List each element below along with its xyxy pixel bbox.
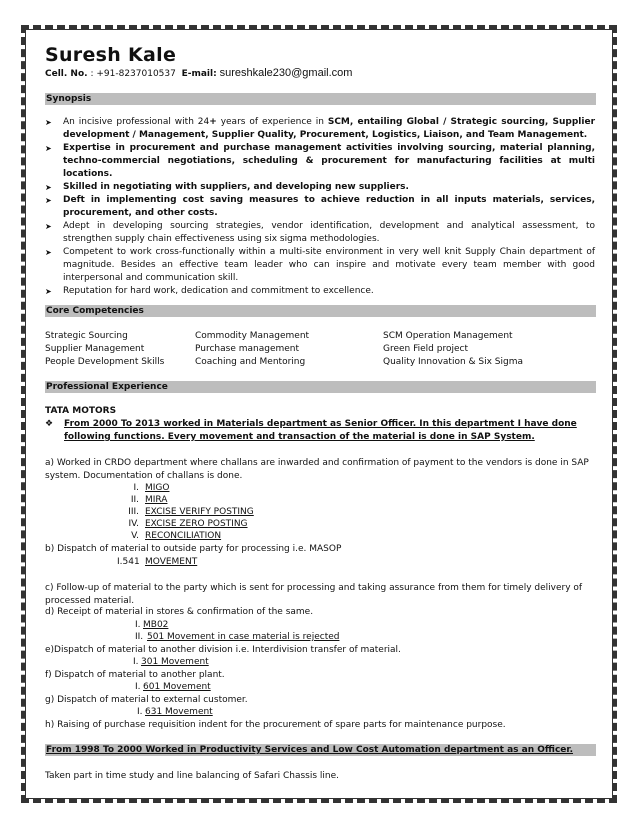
bullet-arrow-icon: ➤ [45, 183, 52, 192]
tcode-item: MIGO [145, 483, 170, 493]
e-num: I. [133, 657, 139, 667]
b-num: I.541 [117, 557, 140, 567]
list-item: ➤ Adept in developing sourcing strategies, vendor identification, development and analytical assessment, to strengthen supply chain effectiveness using six sigma methodologies. [45, 221, 595, 244]
competency-item: SCM Operation Management [383, 331, 513, 341]
contact-line [45, 67, 352, 79]
roman-numeral: V. [131, 531, 139, 541]
competency-item: Green Field project [383, 344, 468, 354]
f-num: I. [135, 682, 141, 692]
email-label: E-mail: [181, 69, 217, 79]
d1-num: I. [135, 620, 141, 630]
duty-c: c) Follow-up of material to the party which is sent for processing and taking assurance from them for timely delivery of processed material. [45, 583, 583, 606]
cell-value: : +91-8237010537 [90, 69, 176, 79]
duty-e: e)Dispatch of material to another division i.e. Interdivision transfer of material. [45, 645, 401, 655]
d2-num: II. [135, 632, 144, 642]
list-item: ➤ Competent to work cross-functionally within a multi-site environment in very well knit Supply Chain department of magnitude. Besides an effective team leader who can inspire and motivate every team member with good interpersonal and communication skill. [45, 247, 595, 283]
tcode-item: MIRA [145, 495, 168, 505]
competency-item: Coaching and Mentoring [195, 357, 306, 367]
experience-heading: Professional Experience [45, 381, 596, 393]
list-item: ➤ Deft in implementing cost saving measures to achieve reduction in all inputs materials, services, procurement, and other costs. [45, 195, 595, 218]
duty-b: b) Dispatch of material to outside party for processing i.e. MASOP [45, 544, 342, 554]
competency-item: Strategic Sourcing [45, 331, 128, 341]
roman-numeral: I. [133, 483, 139, 493]
bullet-arrow-icon: ➤ [45, 248, 52, 257]
d2-label: 501 Movement in case material is rejected [147, 632, 340, 642]
competencies-heading: Core Competencies [45, 305, 596, 317]
f-label: 601 Movement [143, 682, 211, 692]
g-label: 631 Movement [145, 707, 213, 717]
synopsis-heading: Synopsis [45, 93, 596, 105]
bullet-arrow-icon: ➤ [45, 222, 52, 231]
competency-item: Supplier Management [45, 344, 145, 354]
role-line: From 2000 To 2013 worked in Materials department as Senior Officer. In this department I have done [64, 419, 577, 429]
tcode-item: EXCISE ZERO POSTING [145, 519, 248, 529]
email-value[interactable]: sureshkale230@gmail.com [219, 67, 353, 79]
bullet-arrow-icon: ➤ [45, 118, 52, 127]
roman-numeral: IV. [128, 519, 139, 529]
tcode-item: EXCISE VERIFY POSTING [145, 507, 254, 517]
competency-item: People Development Skills [45, 357, 165, 367]
list-item: ➤ Reputation for hard work, dedication and commitment to excellence. [45, 286, 374, 296]
synopsis-list [45, 116, 595, 298]
candidate-name: Suresh Kale [45, 44, 177, 66]
g-num: I. [137, 707, 143, 717]
role-line: following functions. Every movement and transaction of the material is done in SAP System. [64, 432, 535, 442]
duty-f: f) Dispatch of material to another plant. [45, 670, 225, 680]
duty-g: g) Dispatch of material to external customer. [45, 695, 248, 705]
duty-a: a) Worked in CRDO department where challans are inwarded and confirmation of payment to the vendors is done in SAP system. Documentation of challans is done. [45, 458, 589, 481]
bullet-arrow-icon: ➤ [45, 196, 52, 205]
roman-numeral: III. [128, 507, 139, 517]
roman-numeral: II. [130, 495, 139, 505]
competency-item: Commodity Management [195, 331, 310, 341]
second-role-heading: From 1998 To 2000 Worked in Productivity Services and Low Cost Automation department as an Officer. [45, 744, 596, 756]
b-movement: MOVEMENT [145, 557, 198, 567]
list-item: ➤ An incisive professional with 24+ years of experience in SCM, entailing Global / Strategic sourcing, Supplier development / Management, Supplier Quality, Procurement, Logistics, Liaison, and Team Management. [45, 117, 596, 140]
duty-d: d) Receipt of material in stores & confirmation of the same. [45, 607, 314, 617]
diamond-bullet-icon: ❖ [45, 419, 54, 429]
competency-item: Purchase management [195, 344, 300, 354]
e-label: 301 Movement [141, 657, 209, 667]
second-role-text: Taken part in time study and line balancing of Safari Chassis line. [45, 771, 340, 781]
tcode-item: RECONCILIATION [145, 531, 222, 541]
bullet-arrow-icon: ➤ [45, 144, 52, 153]
company-name: TATA MOTORS [45, 406, 117, 416]
list-item: ➤ Expertise in procurement and purchase management activities involving sourcing, material planning, techno-commercial negotiations, scheduling & procurement for manufacturing facilities at multi locations. [45, 143, 595, 179]
cell-label: Cell. No. [45, 69, 88, 79]
competency-item: Quality Innovation & Six Sigma [383, 357, 524, 367]
duty-h: h) Raising of purchase requisition indent for the procurement of spare parts for maintenance purpose. [45, 720, 506, 730]
d1-label: MB02 [143, 620, 169, 630]
bullet-arrow-icon: ➤ [45, 287, 52, 296]
list-item: ➤ Skilled in negotiating with suppliers, and developing new suppliers. [45, 182, 409, 192]
